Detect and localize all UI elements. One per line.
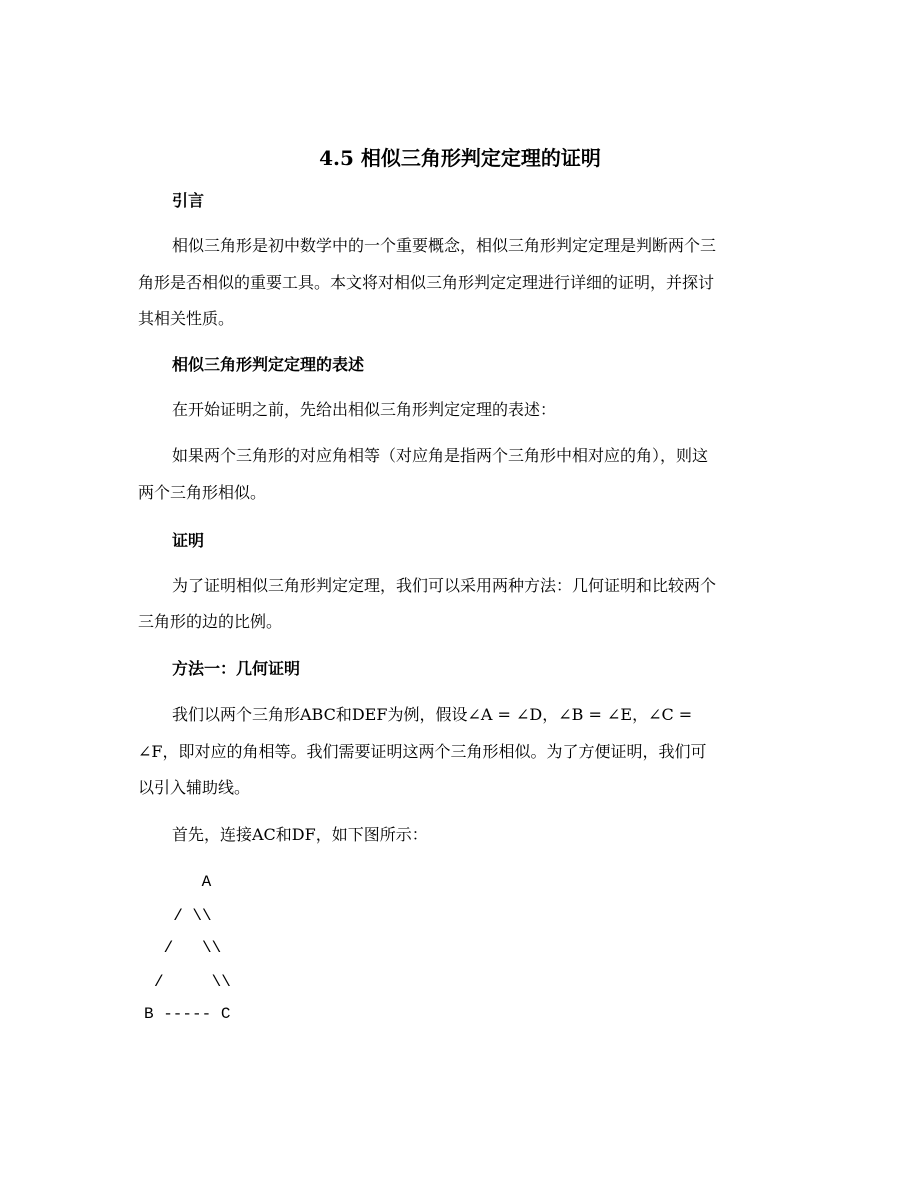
first-step: 首先，连接AC和DF，如下图所示： bbox=[172, 825, 428, 844]
statement-line: 如果两个三角形的对应角相等（对应角是指两个三角形中相对应的角），则这 bbox=[172, 446, 709, 465]
page-title: 4.5 相似三角形判定定理的证明 bbox=[319, 146, 601, 170]
proof-heading: 证明 bbox=[172, 531, 205, 550]
statement-line: 两个三角形相似。 bbox=[138, 483, 267, 502]
intro-line: 其相关性质。 bbox=[138, 309, 235, 328]
method1-line: 以引入辅助线。 bbox=[138, 778, 251, 797]
intro-heading: 引言 bbox=[172, 191, 205, 210]
intro-line: 相似三角形是初中数学中的一个重要概念，相似三角形判定定理是判断两个三 bbox=[172, 236, 717, 255]
diagram-line: / \\ bbox=[154, 939, 222, 957]
method1-heading: 方法一：几何证明 bbox=[172, 659, 301, 678]
intro-line: 角形是否相似的重要工具。本文将对相似三角形判定定理进行详细的证明，并探讨 bbox=[138, 273, 715, 292]
method1-line: 我们以两个三角形ABC和DEF为例，假设∠A = ∠D，∠B = ∠E，∠C = bbox=[172, 705, 693, 724]
proof-line: 为了证明相似三角形判定定理，我们可以采用两种方法：几何证明和比较两个 bbox=[172, 576, 717, 595]
diagram-line: / \\ bbox=[154, 973, 231, 991]
diagram-line: A bbox=[144, 873, 212, 891]
diagram-line: / \\ bbox=[154, 907, 212, 925]
method1-line: ∠F，即对应的角相等。我们需要证明这两个三角形相似。为了方便证明，我们可 bbox=[138, 742, 707, 761]
proof-line: 三角形的边的比例。 bbox=[138, 612, 283, 631]
statement-paragraph: 在开始证明之前，先给出相似三角形判定定理的表述： bbox=[172, 400, 557, 419]
diagram-line: B ----- C bbox=[144, 1005, 231, 1023]
statement-heading: 相似三角形判定定理的表述 bbox=[172, 355, 365, 374]
